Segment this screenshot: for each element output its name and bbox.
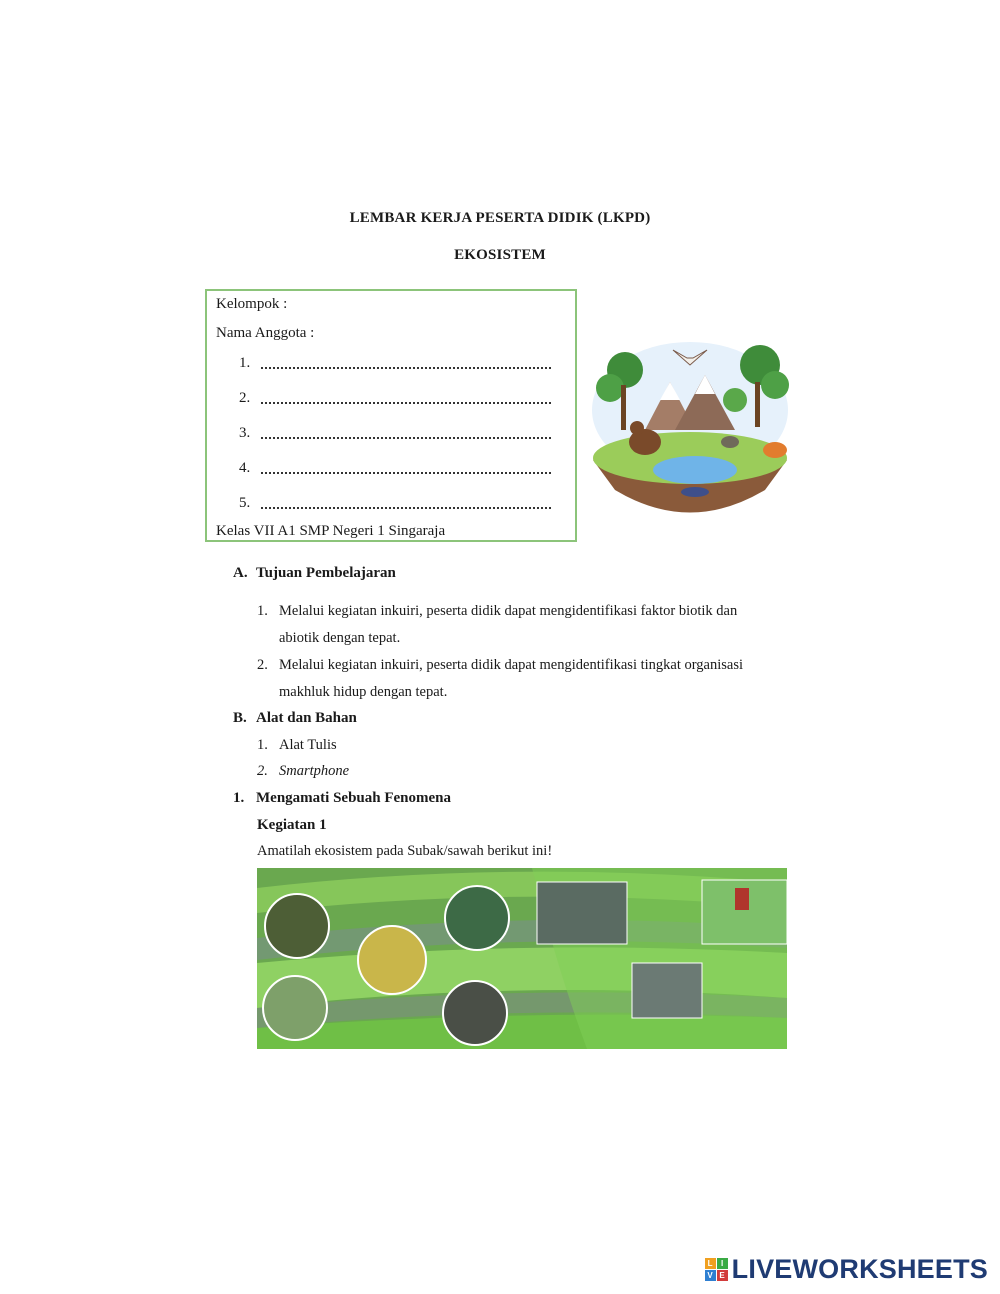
rice-field-photo [257, 868, 787, 1049]
section-b-label: B. [233, 710, 247, 726]
list-number: 1. [257, 737, 268, 753]
section-1-title: Mengamati Sebuah Fenomena [256, 790, 451, 806]
page-title: LEMBAR KERJA PESERTA DIDIK (LKPD) [349, 210, 651, 226]
member-number: 2. [239, 390, 251, 406]
snail-inset-photo [443, 981, 507, 1045]
page-subtitle: EKOSISTEM [454, 247, 546, 263]
anggota-label: Nama Anggota : [216, 325, 315, 341]
list-text: Melalui kegiatan inkuiri, peserta didik dapat mengidentifikasi tingkat organisasi [279, 657, 744, 673]
section-a-title: Tujuan Pembelajaran [256, 565, 396, 581]
logo-text: LIVEWORKSHEETS [731, 1254, 988, 1284]
member-row[interactable] [239, 460, 551, 477]
kelompok-label: Kelompok : [216, 296, 288, 312]
soil-inset-photo [632, 963, 702, 1018]
section-a-label: A. [233, 565, 248, 581]
section-a-heading [233, 565, 396, 582]
list-item [257, 763, 349, 780]
member-row[interactable] [239, 495, 551, 512]
list-item [257, 603, 737, 620]
list-text-continued: abiotik dengan tepat. [279, 630, 401, 646]
list-text: Smartphone [279, 763, 350, 779]
member-row[interactable] [239, 425, 551, 442]
member-number: 4. [239, 460, 251, 476]
list-number: 2. [257, 763, 268, 779]
activity-instruction: Amatilah ekosistem pada Subak/sawah berikut ini! [257, 843, 553, 859]
frog-inset-photo [263, 976, 327, 1040]
member-blank-line[interactable] [261, 429, 551, 439]
list-item [257, 737, 337, 754]
class-label: Kelas VII A1 SMP Negeri 1 Singaraja [216, 523, 446, 539]
list-text: Melalui kegiatan inkuiri, peserta didik dapat mengidentifikasi faktor biotik dan [279, 603, 738, 619]
list-number: 2. [257, 657, 268, 673]
section-1-heading [233, 790, 451, 807]
rice-grain-inset-photo [358, 926, 426, 994]
member-number: 5. [239, 495, 251, 511]
member-number: 1. [239, 355, 251, 371]
insect-inset-photo [265, 894, 329, 958]
activity-title: Kegiatan 1 [257, 817, 327, 833]
member-blank-line[interactable] [261, 499, 551, 509]
egret-inset-photo [445, 886, 509, 950]
pond [653, 456, 737, 484]
section-b-heading [233, 710, 357, 727]
liveworksheets-logo [705, 1254, 988, 1285]
list-item [257, 657, 743, 674]
water-inset-photo [537, 882, 627, 944]
logo-mark-icon: L I V E [705, 1258, 728, 1281]
member-blank-line[interactable] [261, 359, 551, 369]
member-row[interactable] [239, 390, 551, 407]
ecosystem-illustration [585, 330, 795, 525]
turtle [721, 436, 739, 448]
member-row[interactable] [239, 355, 551, 372]
member-blank-line[interactable] [261, 464, 551, 474]
group-info-box [205, 289, 577, 542]
list-text: Alat Tulis [279, 737, 337, 753]
section-1-label: 1. [233, 790, 245, 806]
fox [763, 442, 787, 458]
member-blank-line[interactable] [261, 394, 551, 404]
member-number: 3. [239, 425, 251, 441]
section-b-title: Alat dan Bahan [256, 710, 357, 726]
list-number: 1. [257, 603, 268, 619]
fish [681, 487, 709, 497]
list-text-continued: makhluk hidup dengan tepat. [279, 684, 448, 700]
